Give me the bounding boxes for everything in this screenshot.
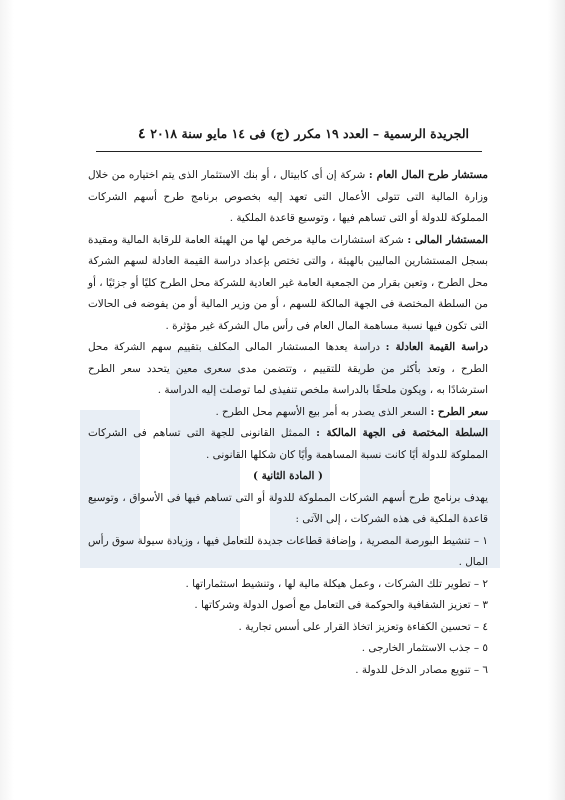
definition-term: المستشار المالى : (407, 233, 488, 246)
list-item: ٢ – تطوير تلك الشركات ، وعمل هيكلة مالية لها ، وتنشيط استثماراتها . (185, 577, 488, 590)
definition-paragraph (88, 230, 488, 338)
definition-paragraph (88, 402, 488, 424)
definition-paragraph (88, 337, 488, 402)
definition-text: شركة استشارات مالية مرخص لها من الهيئة العامة للرقابة المالية ومقيدة بسجل المستشارين الماليين بالهيئة ، والتى تختص بإعداد دراسة القيمة العادلة لسهم الشركة محل الطرح ، وتعين بقرار من الجمعية العامة غير العادية للشركة محل الطرح كليًا أو جزئيًا ، أو من السلطة المختصة فى الجهة المالكة للسهم ، أو من وزير المالية أو من يفوضه فى الحالات التى تكون فيها نسبة مساهمة المال العام فى رأس مال الشركة غير مؤثرة . (88, 233, 488, 332)
definition-text: السعر الذى يصدر به أمر بيع الأسهم محل الطرح . (215, 405, 431, 418)
list-item: ١ – تنشيط البورصة المصرية ، وإضافة قطاعات جديدة للتعامل فيها ، وزيادة سيولة سوق رأس المال . (88, 534, 488, 568)
page-number: ٤ (138, 126, 146, 142)
article-intro: يهدف برنامج طرح أسهم الشركات المملوكة للدولة أو التى تساهم فيها فى الأسواق ، وتوسيع قاعدة الملكية فى هذه الشركات ، إلى الآتى : (88, 491, 488, 525)
goals-list (88, 531, 488, 682)
definition-text: شركة إن أى كابيتال ، أو بنك الاستثمار الذى يتم اختياره من خلال وزارة المالية التى تتولى الأعمال التى تعهد إليه بخصوص برنامج طرح أسهم الشركات المملوكة للدولة أو التى تساهم فيها ، وتوسيع قاعدة الملكية . (88, 169, 488, 224)
definition-text: دراسة يعدها المستشار المالى المكلف بتقييم سهم الشركة محل الطرح ، وتعد بأكثر من طريقة للتقييم ، وتتضمن مدى سعرى معين يتحدد سعر الطرح استرشادًا به ، ويكون ملحقًا بالدراسة ملخص تنفيذى لما توصلت إليه الدراسة . (88, 341, 488, 396)
definition-term: دراسة القيمة العادلة : (385, 341, 488, 353)
definition-paragraph (88, 165, 488, 230)
definition-term: سعر الطرح : (430, 405, 488, 418)
list-item: ٦ – تنويع مصادر الدخل للدولة . (355, 663, 488, 676)
list-item: ٣ – تعزيز الشفافية والحوكمة فى التعامل مع أصول الدولة وشركاتها . (194, 599, 488, 611)
page-header (138, 126, 469, 142)
definition-text: الممثل القانونى للجهة التى تساهم فى الشركات المملوكة للدولة أيًا كانت نسبة المساهمة وأيًا كان شكلها القانونى . (88, 427, 488, 461)
document-body (88, 165, 488, 681)
article-heading: ( المادة الثانية ) (253, 470, 323, 482)
list-item: ٥ – جذب الاستثمار الخارجى . (361, 642, 488, 654)
header-divider (96, 151, 482, 152)
definition-term: مستشار طرح المال العام : (368, 169, 488, 181)
gazette-header-title: الجريدة الرسمية – العدد ١٩ مكرر (ج) فى ١٤ مايو سنة ٢٠١٨ (150, 126, 469, 141)
list-item: ٤ – تحسين الكفاءة وتعزيز اتخاذ القرار على أسس تجارية . (238, 620, 488, 633)
definition-term: السلطة المختصة فى الجهة المالكة : (316, 427, 488, 439)
definition-paragraph (88, 423, 488, 466)
